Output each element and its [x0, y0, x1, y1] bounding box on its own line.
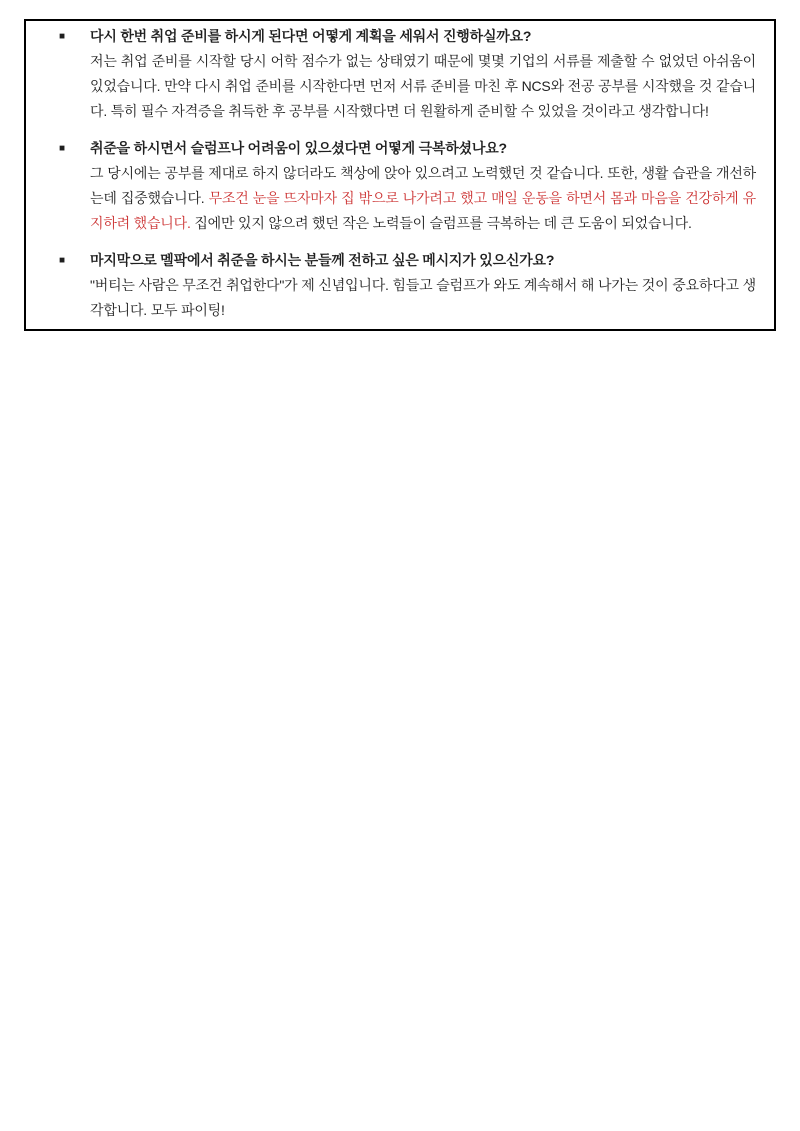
question-row [59, 136, 756, 161]
qa-block-retry-plan [59, 24, 756, 124]
answer-text [90, 161, 756, 236]
answer-segment: 집에만 있지 않으려 했던 작은 노력들이 슬럼프를 극복하는 데 큰 도움이 되었습니다. [190, 215, 692, 231]
qa-block-slump-overcome [59, 136, 756, 236]
answer-segment: 그 당시에는 공부를 제대로 하지 않더라도 책상에 앉아 있으려고 노력했던 것 같습니다. 또한, 생활 습관을 개선하는데 집중했습니다. [90, 165, 756, 206]
question-row [59, 248, 756, 273]
qa-document-box [24, 19, 776, 331]
square-bullet-icon: ■ [59, 143, 66, 154]
answer-text: 저는 취업 준비를 시작할 당시 어학 점수가 없는 상태였기 때문에 몇몇 기업의 서류를 제출할 수 없었던 아쉬움이 있었습니다. 만약 다시 취업 준비를 시작한다면 먼저 서류 준비를 마친 후 NCS와 전공 공부를 시작했을 것 같습니다. 특히 필수 자격증을 취득한 후 공부를 시작했다면 더 원활하게 준비할 수 있었을 것이라고 생각합니다! [90, 53, 756, 119]
square-bullet-icon: ■ [59, 31, 66, 42]
question-text: 취준을 하시면서 슬럼프나 어려움이 있으셨다면 어떻게 극복하셨나요? [90, 140, 507, 156]
qa-block-final-message [59, 248, 756, 323]
question-row [59, 24, 756, 49]
question-text: 다시 한번 취업 준비를 하시게 된다면 어떻게 계획을 세워서 진행하실까요? [90, 28, 532, 44]
question-text: 마지막으로 멜팍에서 취준을 하시는 분들께 전하고 싶은 메시지가 있으신가요? [90, 252, 555, 268]
answer-text: "버티는 사람은 무조건 취업한다"가 제 신념입니다. 힘들고 슬럼프가 와도 계속해서 해 나가는 것이 중요하다고 생각합니다. 모두 파이팅! [90, 277, 756, 318]
square-bullet-icon: ■ [59, 255, 66, 266]
answer-segment-red-emphasis: 무조건 눈을 뜨자마자 집 밖으로 나가려고 했고 매일 운동을 하면서 몸과 마음을 건강하게 유지하려 했습니다. [90, 190, 756, 231]
